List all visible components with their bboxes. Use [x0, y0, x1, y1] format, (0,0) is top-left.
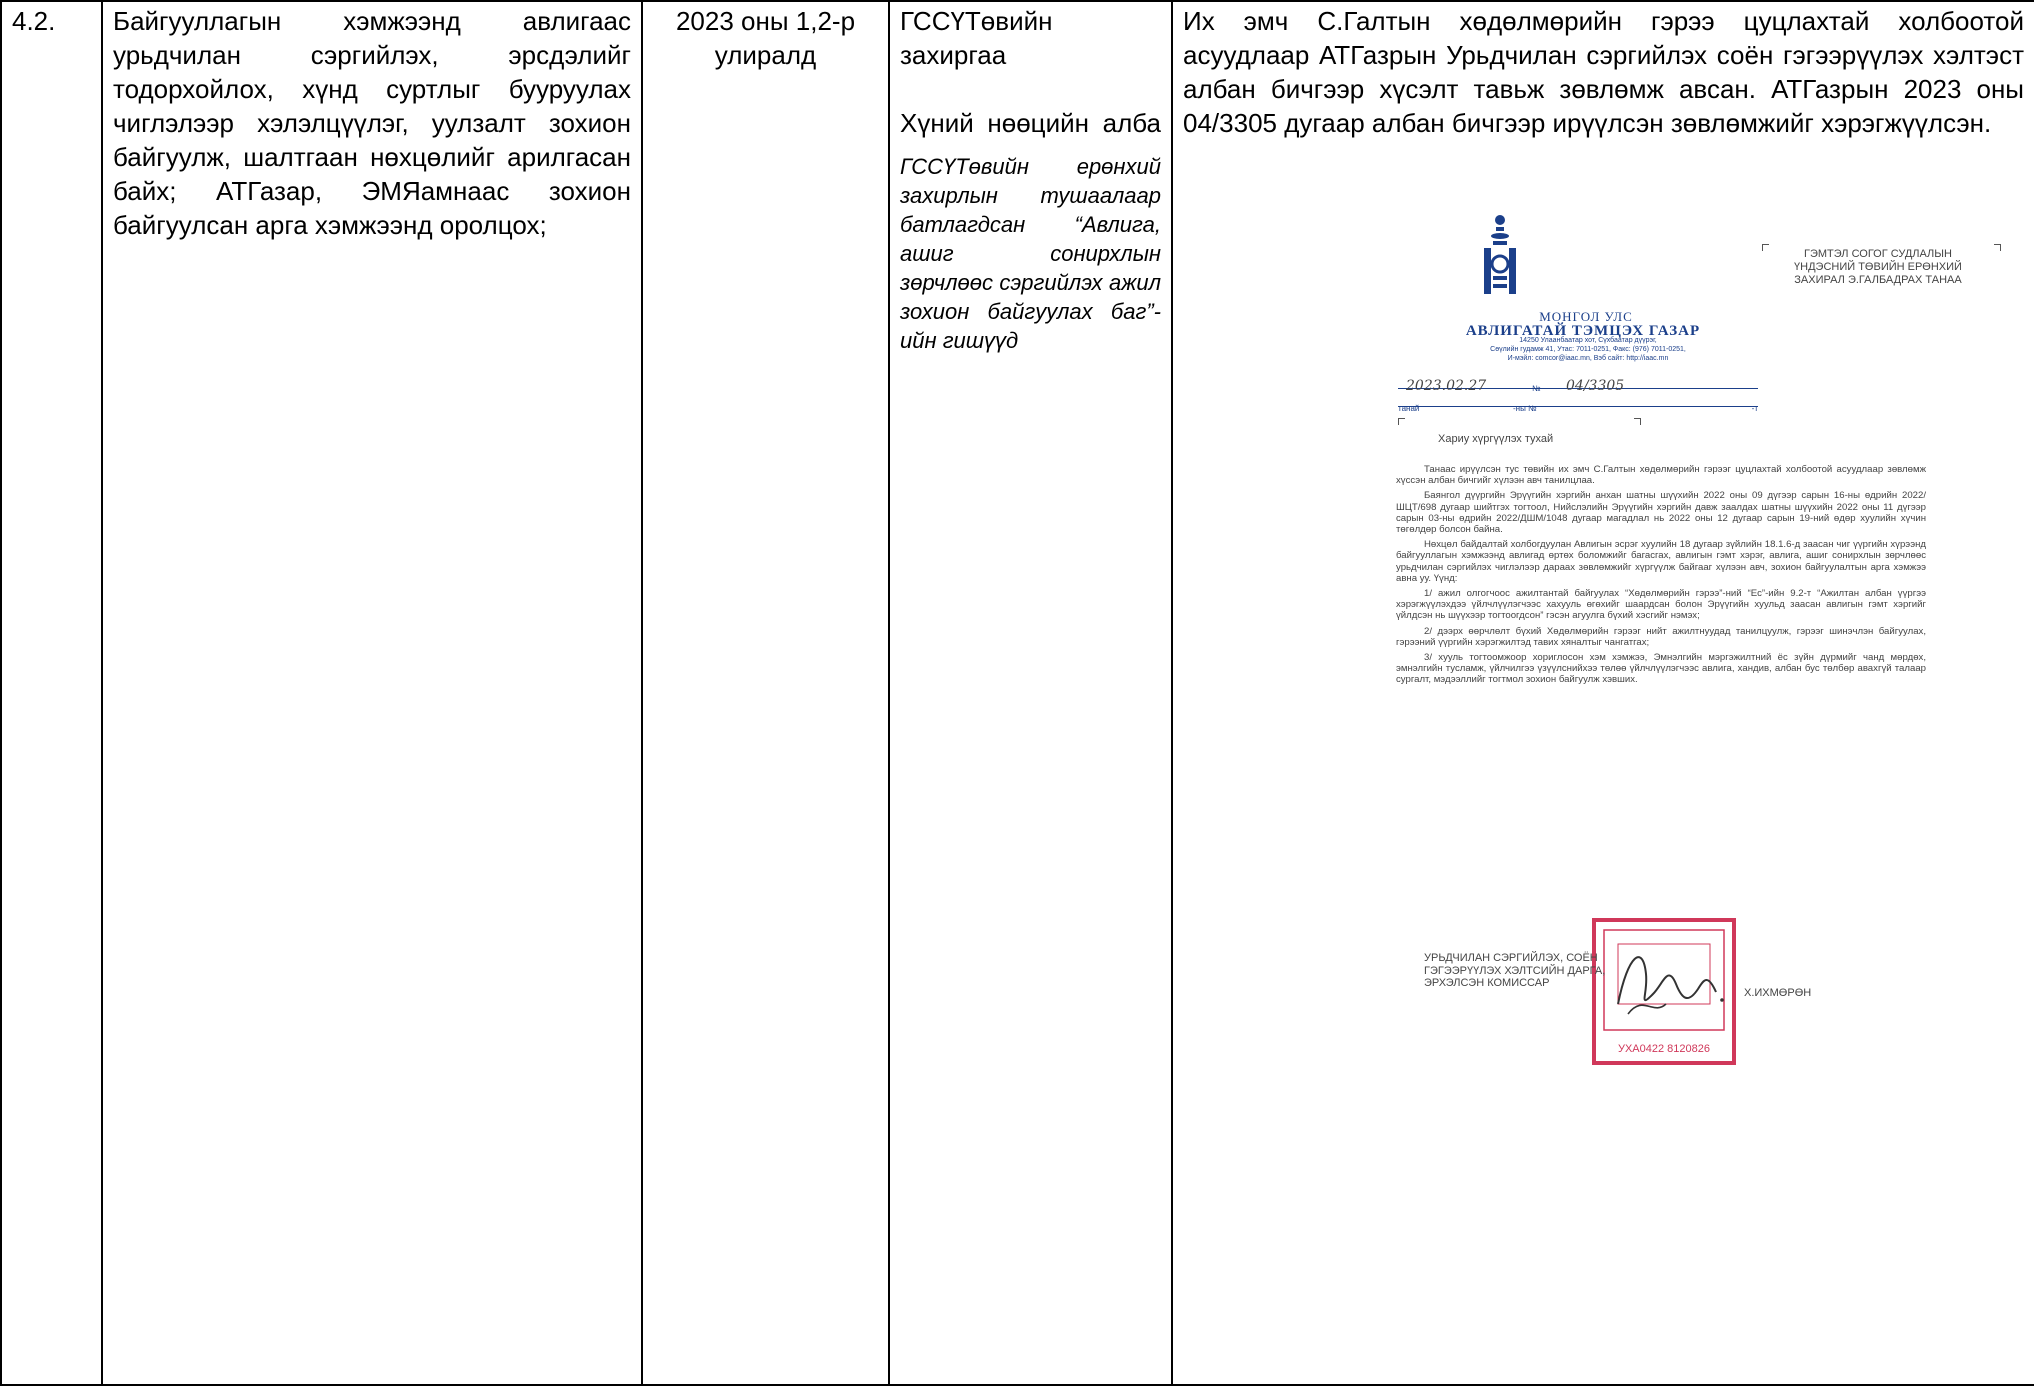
letter-paragraph: Нөхцөл байдалтай холбогдуулан Авлигын эсрэг хуулийн 18 дугаар зүйлийн 18.1.6-д заасан чиг үүргийн хүрээнд байгууллагын хэмжээнд авлигад өртөх боломжийг багасгах, авлигын гэмт хэрэг, авлига, ашиг сонирхлын зөрчлөөс урьдчилан сэргийлэх чиглэлээр дараах зөвлөмжийг хүргүүлж байгааг хүлээн авч, зохион байгуулалтын арга хэмжээ авна уу. Үүнд: — [1396, 539, 1926, 584]
corner-mark — [1634, 418, 1641, 425]
official-letter-image — [1358, 214, 2034, 1084]
letter-reference-line — [1398, 394, 1758, 413]
address-line: Сөүлийн гудамж 41, Утас: 7011-0251, Факс: (976) 7011-0251, — [1490, 346, 1686, 353]
task-text: Байгууллагын хэмжээнд авлигаас урьдчилан сэргийлэх, эрсдэлийг тодорхойлох, хүнд суртлыг бууруулах чиглэлээр хэлэлцүүлэг, уулзалт зохион байгуулж, шалтгаан нөхцөлийг арилгасан байх; АТГазар, ЭМЯамнаас зохион байгуулсан арга хэмжээнд оролцох; — [113, 6, 631, 240]
responsible-cell — [889, 1, 1172, 1385]
letter-paragraph: 3/ хууль тогтоомжоор хориглосон хэм хэмжээ, Эмнэлгийн мэргэжилтний ёс зүйн дүрмийг чанд мөрдөх, эмнэлгийн тусламж, үйлчилгээ үзүүлснийхээ төлөө үйлчлүүлэгчээс авлига, хандив, албан бус төлбөр авахгүй талаар сургалт, мэдээллийг тогтмол зохион байгуулж хэвших. — [1396, 652, 1926, 686]
letter-subject: Хариу хүргүүлэх тухай — [1438, 433, 1554, 445]
letter-date: 2023.02.27 — [1406, 378, 1487, 394]
signer-title-line: ГЭГЭЭРҮҮЛЭХ ХЭЛТСИЙН ДАРГА, — [1424, 964, 1606, 977]
result-cell — [1172, 1, 2034, 1385]
row-number-cell — [1, 1, 102, 1385]
signer-title-line: ЭРХЭЛСЭН КОМИССАР — [1424, 977, 1550, 989]
letter-paragraph: 1/ ажил олгогчоос ажилтантай байгуулах “Хөдөлмөрийн гэрээ”-ний “Ес”-ийн 9.2-т “Ажилтан албан үүргээ хэрэгжүүлэхдээ үйлчлүүлэгчээс хахууль өгөхийг шаардсан болон Эрүүгийн хуульд заасан авлигын гэмт хэргийг үйлдсэн нь шүүхээр тогтоогдсон” гэсэн агуулга бүхий хэсгийг нэмэх; — [1396, 588, 1926, 622]
letterhead-agency: АВЛИГАТАЙ ТЭМЦЭХ ГАЗАР — [1465, 323, 1701, 339]
ref-label: -т — [1751, 404, 1758, 413]
responsible-org: ГССҮТөвийн захиргаа — [900, 6, 1053, 70]
letter-paragraph: Баянгол дүүргийн Эрүүгийн хэргийн анхан шатны шүүхийн 2022 оны 09 дүгээр сарын 16-ны өдрийн 2022/ШЦТ/698 дугаар шийтгэх тогтоол, Нийслэлийн Эрүүгийн хэргийн давж заалдах шатны шүүхийн 2022 оны 11 дүгээр сарын 03-ны өдрийн 2022/ДШМ/1048 дугаар магадлал нь 2022 оны 12 дугаар сарын 19-ний өдөр хуулийн хүчин төгөлдөр болсон байна. — [1396, 490, 1926, 536]
row-number: 4.2. — [12, 6, 56, 36]
stamp-number: УХА0422 8120826 — [1617, 1043, 1711, 1055]
signer-title-line: УРЬДЧИЛАН СЭРГИЙЛЭХ, СОЁН — [1424, 952, 1598, 964]
letter-recipient — [1768, 248, 1988, 287]
address-line: 14250 Улаанбаатар хот, Сүхбаатар дүүрэг, — [1519, 337, 1657, 344]
letterhead-country: МОНГОЛ УЛС — [1539, 309, 1633, 324]
responsible-team: ГССҮТөвийн ерөнхий захирлын тушаалаар батлагдсан “Авлига, ашиг сонирхлын зөрчлөөс сэргийлэх ажил зохион байгуулах баг”-ийн гишүүд — [900, 154, 1161, 353]
task-cell — [102, 1, 642, 1385]
letter-date-line — [1398, 372, 1758, 394]
state-emblem-icon — [1470, 214, 1530, 300]
letter-signer-name: Х.ИХМӨРӨН — [1744, 987, 1812, 999]
responsible-unit: Хүний нөөцийн алба — [900, 108, 1161, 138]
letter-body — [1396, 464, 1926, 690]
letter-doc-number: 04/3305 — [1566, 378, 1625, 394]
handwritten-signature-icon — [1598, 934, 1728, 1024]
result-text: Их эмч С.Галтын хөдөлмөрийн гэрээ цуцлахтай холбоотой асуудлаар АТГазрын Урьдчилан сэргийлэх соён гэгээрүүлэх хэлтэст албан бичгээр хүсэлт тавьж зөвлөмж авсан. АТГазрын 2023 оны 04/3305 дугаар албан бичгээр ирүүлсэн зөвлөмжийг хэрэгжүүлсэн. — [1183, 6, 2024, 138]
letter-paragraph: Танаас ирүүлсэн тус төвийн их эмч С.Галтын хөдөлмөрийн гэрээг цуцлахтай холбоотой асуудлаар зөвлөмж хүссэн албан бичгийг хүлээн авч танилцлаа. — [1396, 464, 1926, 487]
letter-no-label: № — [1532, 384, 1541, 393]
recipient-line: ЗАХИРАЛ Э.ГАЛБАДРАХ ТАНАА — [1794, 274, 1962, 286]
recipient-line: ГЭМТЭЛ СОГОГ СУДЛАЛЫН — [1804, 248, 1952, 260]
ref-label: -ны № — [1513, 404, 1537, 413]
table-row — [1, 1, 2034, 1385]
corner-mark — [1398, 418, 1405, 425]
ref-label: танай — [1398, 404, 1420, 413]
address-line: И-мэйл: comcor@iaac.mn, Вэб сайт: http://iaac.mn — [1507, 355, 1669, 362]
period-text: 2023 оны 1,2-р улиралд — [675, 6, 856, 70]
recipient-line: ҮНДЭСНИЙ ТӨВИЙН ЕРӨНХИЙ — [1794, 261, 1962, 273]
letter-paragraph: 2/ дээрх өөрчлөлт бүхий Хөдөлмөрийн гэрээг нийт ажилтнуудад танилцуулж, гэрээг шинэчлэн байгуулах, гэрээний үүргийн хэрэгжилтэд тавих хяналтыг чангатгах; — [1396, 625, 1926, 648]
letterhead-address — [1398, 336, 1778, 363]
letter-signer-title — [1424, 952, 1605, 990]
period-cell — [642, 1, 889, 1385]
corner-mark — [1994, 244, 2001, 251]
